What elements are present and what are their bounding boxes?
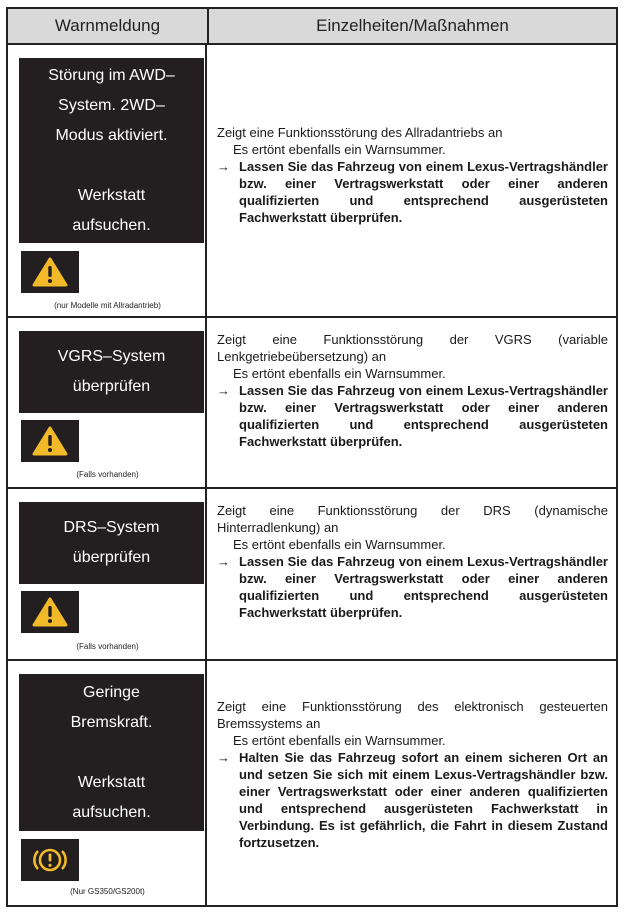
display-message (19, 502, 204, 584)
warning-cell (8, 661, 207, 905)
description: Zeigt eine Funktionsstörung des elektronisch gesteuerten Bremssystems an (217, 699, 608, 731)
display-line: aufsuchen. (72, 803, 151, 821)
header-details: Einzelheiten/Maßnahmen (316, 16, 509, 35)
action-text: Lassen Sie das Fahrzeug von einem Lexus-Vertragshändler bzw. einer Vertragswerkstatt oder einer anderen qualifizierten und entsprechend ausgerüsteten Fachwerkstatt überprüfen. (239, 554, 608, 620)
display-line: überprüfen (72, 549, 151, 566)
display-line: Werkstatt (77, 773, 146, 791)
action-text: Lassen Sie das Fahrzeug von einem Lexus-Vertragshändler bzw. einer Vertragswerkstatt oder einer anderen qualifizierten und entsprechend ausgerüsteten Fachwerkstatt überprüfen. (239, 383, 608, 449)
details-cell (207, 318, 616, 487)
arrow-right-icon: → (217, 159, 230, 174)
display-line: Modus aktiviert. (55, 126, 168, 144)
details-text (217, 124, 608, 226)
description: Zeigt eine Funktionsstörung des Allradantriebs an (217, 125, 503, 140)
arrow-right-icon: → (217, 750, 230, 765)
brake-warning-icon (21, 839, 79, 881)
table-row (8, 661, 616, 905)
display-line: überprüfen (72, 378, 151, 395)
header-warning: Warnmeldung (8, 9, 209, 43)
action-item (217, 382, 608, 450)
availability-note: (Falls vorhanden) (76, 470, 139, 479)
display-line: aufsuchen. (72, 216, 151, 234)
display-line: Bremskraft. (70, 713, 153, 731)
display-message (19, 331, 204, 413)
warning-message-table (6, 7, 618, 907)
action-item (217, 749, 608, 851)
table-header (8, 9, 616, 45)
warning-cell (8, 489, 207, 659)
details-cell (207, 489, 616, 659)
display-message (19, 58, 204, 243)
display-line: Störung im AWD– (48, 66, 175, 84)
warning-triangle-icon (21, 251, 79, 293)
details-cell (207, 45, 616, 316)
display-message (19, 674, 204, 831)
action-text: Lassen Sie das Fahrzeug von einem Lexus-Vertragshändler bzw. einer Vertragswerkstatt oder einer anderen qualifizierten und entsprechend ausgerüsteten Fachwerkstatt überprüfen. (239, 159, 608, 225)
display-line: System. 2WD– (58, 96, 165, 114)
display-line: Werkstatt (77, 186, 146, 204)
warning-cell (8, 45, 207, 316)
action-item (217, 553, 608, 621)
display-line: VGRS–System (57, 348, 166, 365)
description: Zeigt eine Funktionsstörung der VGRS (variable Lenkgetriebeübersetzung) an (217, 332, 608, 364)
description: Zeigt eine Funktionsstörung der DRS (dynamische Hinterradlenkung) an (217, 503, 608, 535)
table-row (8, 489, 616, 661)
model-note: (Nur GS350/GS200t) (70, 887, 145, 896)
details-text (217, 698, 608, 851)
details-cell (207, 661, 616, 905)
warning-triangle-icon (21, 420, 79, 462)
action-text: Halten Sie das Fahrzeug sofort an einem sicheren Ort an und setzen Sie sich mit einem Lexus-Vertragshändler bzw. einer Vertragswerkstatt oder einer anderen qualifizierten und entsprechend ausgerüsteten Fachwerkstatt in Verbindung. Es ist gefährlich, die Fahrt in diesem Zustand fortzusetzen. (239, 750, 608, 850)
model-note: (nur Modelle mit Allradantrieb) (54, 301, 161, 310)
arrow-right-icon: → (217, 554, 230, 569)
buzzer-note: Es ertönt ebenfalls ein Warnsummer. (233, 142, 446, 157)
buzzer-note: Es ertönt ebenfalls ein Warnsummer. (233, 366, 446, 381)
arrow-right-icon: → (217, 383, 230, 398)
buzzer-note: Es ertönt ebenfalls ein Warnsummer. (233, 733, 446, 748)
display-line: DRS–System (63, 519, 160, 536)
warning-cell (8, 318, 207, 487)
details-text (217, 331, 608, 450)
display-line: Geringe (83, 683, 140, 701)
table-row (8, 318, 616, 489)
buzzer-note: Es ertönt ebenfalls ein Warnsummer. (233, 537, 446, 552)
table-row (8, 45, 616, 318)
action-item (217, 158, 608, 226)
availability-note: (Falls vorhanden) (76, 642, 139, 651)
warning-triangle-icon (21, 591, 79, 633)
details-text (217, 502, 608, 621)
